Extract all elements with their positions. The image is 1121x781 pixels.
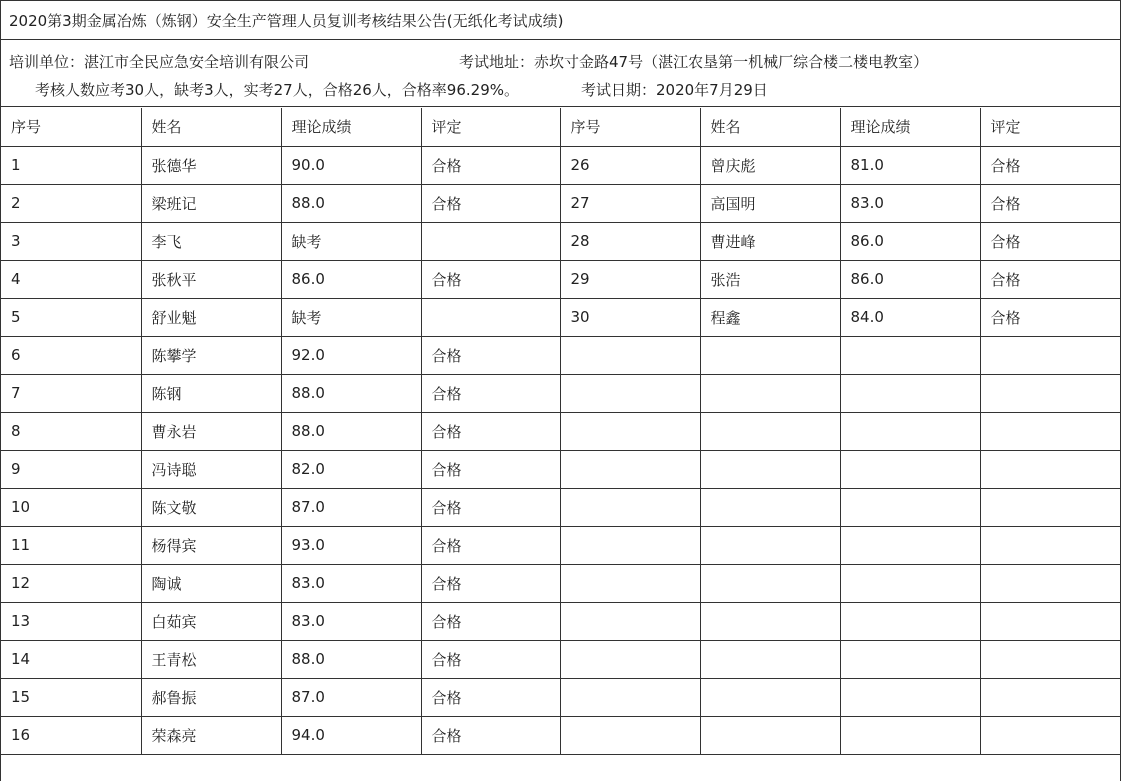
right-seq-cell <box>560 678 700 716</box>
left-name-cell: 陈文敬 <box>141 488 281 526</box>
right-result-cell <box>980 640 1120 678</box>
exam-date: 考试日期：2020年7月29日 <box>581 81 768 99</box>
right-score-cell <box>840 716 980 754</box>
left-score-cell: 88.0 <box>281 184 421 222</box>
left-result-cell: 合格 <box>421 716 560 754</box>
right-result-cell: 合格 <box>980 184 1120 222</box>
left-score-cell: 93.0 <box>281 526 421 564</box>
left-score-cell: 83.0 <box>281 564 421 602</box>
left-score-cell: 88.0 <box>281 640 421 678</box>
left-score-cell: 88.0 <box>281 412 421 450</box>
table-row <box>1 184 1120 222</box>
left-score-cell: 83.0 <box>281 602 421 640</box>
right-seq-cell: 26 <box>560 146 700 184</box>
right-score-cell: 84.0 <box>840 298 980 336</box>
left-seq-cell: 2 <box>1 184 141 222</box>
left-score-cell: 87.0 <box>281 488 421 526</box>
left-name-cell: 荣森亮 <box>141 716 281 754</box>
right-name-cell <box>700 602 840 640</box>
right-score-cell <box>840 526 980 564</box>
right-score-cell <box>840 412 980 450</box>
right-score-cell: 81.0 <box>840 146 980 184</box>
left-seq-cell: 3 <box>1 222 141 260</box>
right-seq-cell <box>560 488 700 526</box>
left-result-cell: 合格 <box>421 488 560 526</box>
right-score-cell: 83.0 <box>840 184 980 222</box>
right-score-cell <box>840 336 980 374</box>
right-name-cell <box>700 716 840 754</box>
column-header-result-left: 评定 <box>421 108 560 146</box>
table-header-row <box>1 108 1120 146</box>
right-seq-cell <box>560 602 700 640</box>
right-result-cell <box>980 412 1120 450</box>
right-score-cell <box>840 678 980 716</box>
right-seq-cell: 29 <box>560 260 700 298</box>
left-result-cell: 合格 <box>421 678 560 716</box>
table-row <box>1 450 1120 488</box>
right-result-cell: 合格 <box>980 146 1120 184</box>
right-name-cell <box>700 488 840 526</box>
left-score-cell: 缺考 <box>281 298 421 336</box>
right-seq-cell <box>560 450 700 488</box>
left-score-cell: 92.0 <box>281 336 421 374</box>
table-row <box>1 602 1120 640</box>
left-seq-cell: 7 <box>1 374 141 412</box>
left-name-cell: 舒业魁 <box>141 298 281 336</box>
exam-statistics: 考核人数应考30人，缺考3人，实考27人，合格26人，合格率96.29%。 <box>35 81 520 99</box>
left-name-cell: 陈钢 <box>141 374 281 412</box>
left-result-cell: 合格 <box>421 336 560 374</box>
right-name-cell <box>700 374 840 412</box>
right-result-cell: 合格 <box>980 222 1120 260</box>
left-seq-cell: 8 <box>1 412 141 450</box>
left-seq-cell: 15 <box>1 678 141 716</box>
left-name-cell: 曹永岩 <box>141 412 281 450</box>
exam-address: 考试地址：赤坎寸金路47号（湛江农垦第一机械厂综合楼二楼电教室） <box>459 53 929 71</box>
right-seq-cell <box>560 716 700 754</box>
results-table <box>1 108 1120 755</box>
right-name-cell <box>700 678 840 716</box>
left-result-cell: 合格 <box>421 602 560 640</box>
right-seq-cell <box>560 564 700 602</box>
left-seq-cell: 11 <box>1 526 141 564</box>
table-row <box>1 488 1120 526</box>
left-result-cell <box>421 222 560 260</box>
left-result-cell: 合格 <box>421 260 560 298</box>
right-name-cell: 程鑫 <box>700 298 840 336</box>
right-name-cell <box>700 336 840 374</box>
right-result-cell <box>980 450 1120 488</box>
left-name-cell: 陶诚 <box>141 564 281 602</box>
left-result-cell: 合格 <box>421 146 560 184</box>
left-name-cell: 梁班记 <box>141 184 281 222</box>
right-name-cell <box>700 640 840 678</box>
left-score-cell: 87.0 <box>281 678 421 716</box>
left-seq-cell: 4 <box>1 260 141 298</box>
column-header-name-right: 姓名 <box>700 108 840 146</box>
announcement-title: 2020第3期金属冶炼（炼钢）安全生产管理人员复训考核结果公告(无纸化考试成绩) <box>1 1 1120 40</box>
table-row <box>1 260 1120 298</box>
left-score-cell: 90.0 <box>281 146 421 184</box>
table-row <box>1 412 1120 450</box>
right-score-cell <box>840 564 980 602</box>
left-name-cell: 白茹宾 <box>141 602 281 640</box>
left-name-cell: 张秋平 <box>141 260 281 298</box>
column-header-score-left: 理论成绩 <box>281 108 421 146</box>
right-seq-cell: 27 <box>560 184 700 222</box>
right-result-cell <box>980 374 1120 412</box>
left-result-cell: 合格 <box>421 184 560 222</box>
column-header-name-left: 姓名 <box>141 108 281 146</box>
right-result-cell <box>980 602 1120 640</box>
left-name-cell: 陈攀学 <box>141 336 281 374</box>
right-result-cell: 合格 <box>980 260 1120 298</box>
column-header-seq-right: 序号 <box>560 108 700 146</box>
right-score-cell <box>840 640 980 678</box>
right-seq-cell <box>560 640 700 678</box>
left-seq-cell: 5 <box>1 298 141 336</box>
left-seq-cell: 10 <box>1 488 141 526</box>
left-result-cell: 合格 <box>421 526 560 564</box>
left-name-cell: 张德华 <box>141 146 281 184</box>
left-result-cell: 合格 <box>421 564 560 602</box>
right-result-cell <box>980 678 1120 716</box>
left-result-cell <box>421 298 560 336</box>
right-seq-cell <box>560 526 700 564</box>
table-row <box>1 146 1120 184</box>
left-result-cell: 合格 <box>421 374 560 412</box>
right-seq-cell <box>560 374 700 412</box>
right-name-cell <box>700 450 840 488</box>
right-name-cell <box>700 526 840 564</box>
left-seq-cell: 16 <box>1 716 141 754</box>
left-name-cell: 郝鲁振 <box>141 678 281 716</box>
right-seq-cell: 30 <box>560 298 700 336</box>
right-result-cell <box>980 336 1120 374</box>
right-seq-cell <box>560 412 700 450</box>
right-result-cell <box>980 564 1120 602</box>
left-score-cell: 缺考 <box>281 222 421 260</box>
right-result-cell <box>980 526 1120 564</box>
table-row <box>1 640 1120 678</box>
right-name-cell: 曹进峰 <box>700 222 840 260</box>
right-name-cell <box>700 412 840 450</box>
right-name-cell: 高国明 <box>700 184 840 222</box>
right-result-cell <box>980 488 1120 526</box>
right-score-cell <box>840 450 980 488</box>
left-score-cell: 88.0 <box>281 374 421 412</box>
left-name-cell: 杨得宾 <box>141 526 281 564</box>
column-header-score-right: 理论成绩 <box>840 108 980 146</box>
right-seq-cell: 28 <box>560 222 700 260</box>
table-row <box>1 374 1120 412</box>
right-result-cell: 合格 <box>980 298 1120 336</box>
training-unit: 培训单位：湛江市全民应急安全培训有限公司 <box>9 53 310 71</box>
left-seq-cell: 1 <box>1 146 141 184</box>
info-block <box>1 41 1120 107</box>
right-score-cell: 86.0 <box>840 260 980 298</box>
left-seq-cell: 6 <box>1 336 141 374</box>
left-score-cell: 82.0 <box>281 450 421 488</box>
table-row <box>1 336 1120 374</box>
left-seq-cell: 9 <box>1 450 141 488</box>
left-score-cell: 94.0 <box>281 716 421 754</box>
table-row <box>1 678 1120 716</box>
right-name-cell: 张浩 <box>700 260 840 298</box>
left-result-cell: 合格 <box>421 412 560 450</box>
right-name-cell <box>700 564 840 602</box>
left-seq-cell: 14 <box>1 640 141 678</box>
left-name-cell: 李飞 <box>141 222 281 260</box>
left-name-cell: 王青松 <box>141 640 281 678</box>
left-seq-cell: 12 <box>1 564 141 602</box>
right-score-cell: 86.0 <box>840 222 980 260</box>
right-name-cell: 曾庆彪 <box>700 146 840 184</box>
table-row <box>1 298 1120 336</box>
table-row <box>1 564 1120 602</box>
right-score-cell <box>840 374 980 412</box>
right-score-cell <box>840 602 980 640</box>
right-seq-cell <box>560 336 700 374</box>
right-score-cell <box>840 488 980 526</box>
left-result-cell: 合格 <box>421 640 560 678</box>
table-row <box>1 526 1120 564</box>
left-score-cell: 86.0 <box>281 260 421 298</box>
table-row <box>1 716 1120 754</box>
column-header-result-right: 评定 <box>980 108 1120 146</box>
left-name-cell: 冯诗聪 <box>141 450 281 488</box>
left-seq-cell: 13 <box>1 602 141 640</box>
left-result-cell: 合格 <box>421 450 560 488</box>
column-header-seq-left: 序号 <box>1 108 141 146</box>
right-result-cell <box>980 716 1120 754</box>
table-row <box>1 222 1120 260</box>
